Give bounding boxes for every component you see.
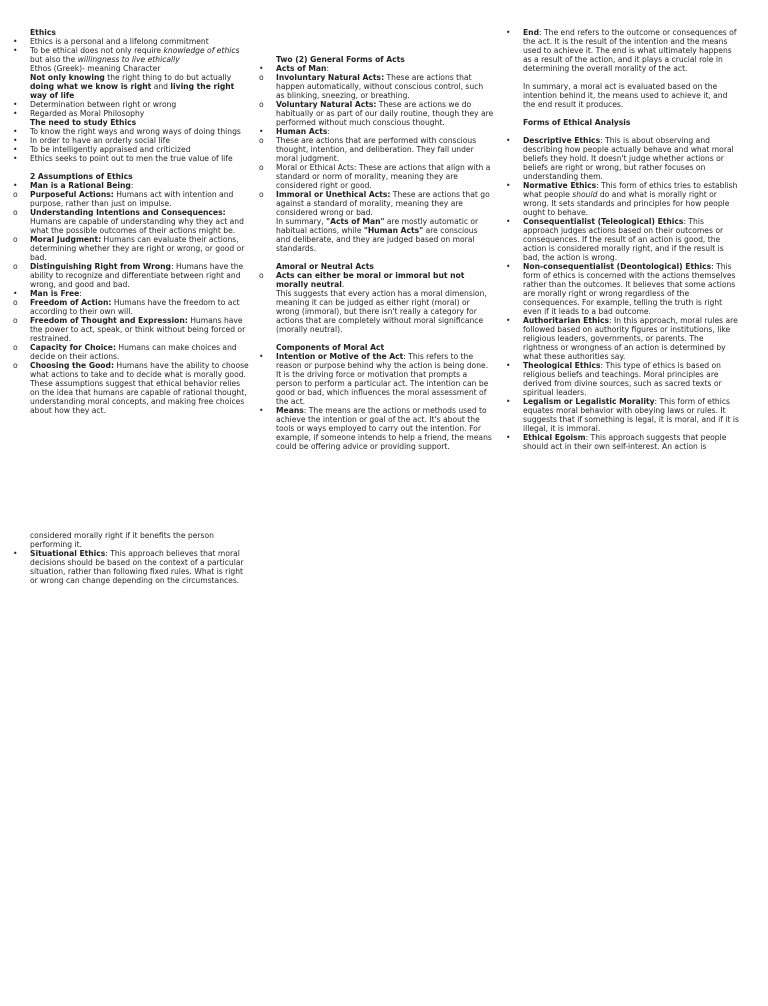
list-item (258, 100, 494, 127)
line-text: Consequentialist (Teleological) Ethics: This approach judges actions based on their outcomes or consequences. If the result of an action is good, the action is considered morally right, and if the result is bad, the action is wrong. (523, 217, 724, 262)
line-text: Understanding Intentions and Consequences: Humans are capable of understanding why they act and what the possible outcomes of their actions might be. (30, 208, 244, 235)
line-text: Freedom of Action: Humans have the freedom to act according to their own will. (30, 298, 240, 316)
line-text: Amoral or Neutral Acts (276, 262, 374, 271)
line-text: Man is a Rational Being: (30, 181, 134, 190)
bullet-marker: • (506, 181, 511, 190)
list-item (258, 190, 494, 217)
list-item (258, 73, 494, 100)
paragraph (12, 531, 250, 549)
sub-bullet-marker: o (13, 361, 18, 370)
line-text: End: The end refers to the outcome or consequences of the act. It is the result of the intention and the means used to achieve it. The end is what ultimately happens as a result of the action, and it plays a crucial role in determining the overall morality of the act. (523, 28, 737, 73)
list-item (12, 235, 250, 262)
line-text: Descriptive Ethics: This is about observing and describing how people actually behave and what moral beliefs they hold. It doesn't judge whether actions or beliefs are right or wrong, but rather focuses on understanding them. (523, 136, 734, 181)
line-text: Determination between right or wrong (30, 100, 177, 109)
spacer (505, 109, 741, 118)
paragraph (12, 379, 250, 415)
line-text: Normative Ethics: This form of ethics tries to establish what people should do and what is morally right or wrong. It sets standards and principles for how people ought to behave. (523, 181, 738, 217)
spacer (12, 163, 250, 172)
list-item (12, 145, 250, 154)
column-1-continued (12, 531, 250, 585)
list-item (12, 549, 250, 585)
line-text: Situational Ethics: This approach believes that moral decisions should be based on the context of a particular situation, rather than following fixed rules. What is right or wrong can change depending on the circumstances. (30, 549, 244, 585)
line-text: Means: The means are the actions or methods used to achieve the intention or goal of the act. It's about the tools or ways employed to carry out the intention. For example, if someone intends to help a friend, the means could be offering advice or providing support. (276, 406, 492, 451)
sub-bullet-marker: o (259, 73, 264, 82)
line-text: Immoral or Unethical Acts: These are actions that go against a standard of morality, meaning they are considered wrong or bad. (276, 190, 490, 217)
section-heading (258, 262, 494, 271)
line-text: Capacity for Choice: Humans can make choices and decide on their actions. (30, 343, 237, 361)
sub-bullet-marker: o (13, 208, 18, 217)
bullet-marker: • (13, 46, 18, 55)
line-text: These are actions that are performed with conscious thought, intention, and deliberation. They fall under moral judgment. (276, 136, 477, 163)
list-item (12, 298, 250, 316)
line-text: These assumptions suggest that ethical behavior relies on the idea that humans are capable of rational thought, understanding moral concepts, and making free choices about how they act. (30, 379, 247, 415)
section-heading (258, 55, 494, 64)
bullet-marker: • (13, 100, 18, 109)
section-heading (505, 118, 741, 127)
line-text: Voluntary Natural Acts: These are actions we do habitually or as part of our daily routine, though they are performed without much conscious thought. (276, 100, 494, 127)
sub-bullet-marker: o (13, 190, 18, 199)
bullet-marker: • (506, 433, 511, 442)
sub-bullet-marker: o (259, 163, 264, 172)
list-item (505, 433, 741, 451)
list-item (258, 136, 494, 163)
paragraph (258, 289, 494, 334)
sub-bullet-marker: o (13, 262, 18, 271)
list-item (12, 37, 250, 46)
spacer (258, 334, 494, 343)
line-text: Ethics is a personal and a lifelong commitment (30, 37, 209, 46)
sub-bullet-marker: o (259, 100, 264, 109)
column-2 (258, 55, 494, 451)
list-item (12, 136, 250, 145)
line-text: To know the right ways and wrong ways of doing things (30, 127, 241, 136)
list-item (258, 163, 494, 190)
bullet-marker: • (13, 136, 18, 145)
list-item (505, 136, 741, 181)
bullet-marker: • (13, 145, 18, 154)
sub-bullet-marker: o (13, 235, 18, 244)
line-text: Non-consequentialist (Deontological) Ethics: This form of ethics is concerned with the actions themselves rather than the outcomes. It believes that some actions are morally right or wrong regardless of the consequences. For example, telling the truth is right even if it leads to a bad outcome. (523, 262, 736, 316)
list-item (505, 217, 741, 262)
line-text: Forms of Ethical Analysis (523, 118, 631, 127)
list-item (505, 181, 741, 217)
sub-bullet-marker: o (259, 271, 264, 280)
sub-bullet-marker: o (13, 298, 18, 307)
list-item (258, 127, 494, 136)
list-item (505, 28, 741, 73)
line-text: Freedom of Thought and Expression: Humans have the power to act, speak, or think without being forced or restrained. (30, 316, 246, 343)
section-heading (12, 118, 250, 127)
paragraph (258, 217, 494, 253)
line-text: Authoritarian Ethics: In this approach, moral rules are followed based on authority figures or institutions, like religious leaders, governments, or parents. The rightness or wrongness of an action is determined by what these authorities say. (523, 316, 738, 361)
bullet-marker: • (506, 217, 511, 226)
sub-bullet-marker: o (13, 343, 18, 352)
line-text: To be ethical does not only require knowledge of ethics but also the willingness to live ethically (30, 46, 240, 64)
line-text: Not only knowing the right thing to do but actually doing what we know is right and living the right way of life (30, 73, 235, 100)
list-item (12, 190, 250, 208)
list-item (12, 154, 250, 163)
spacer (505, 73, 741, 82)
bullet-marker: • (13, 127, 18, 136)
line-text: In summary, "Acts of Man" are mostly automatic or habitual actions, while "Human Acts" are conscious and deliberate, and they are judged based on moral standards. (276, 217, 479, 253)
list-item (505, 316, 741, 361)
list-item (12, 343, 250, 361)
line-text: Intention or Motive of the Act: This refers to the reason or purpose behind why the action is being done. It is the driving force or motivation that prompts a person to perform a particular act. The intention can be good or bad, which influences the moral assessment of the act. (276, 352, 489, 406)
line-text: Regarded as Moral Philosophy (30, 109, 145, 118)
list-item (12, 361, 250, 379)
line-text: Ethics seeks to point out to men the true value of life (30, 154, 233, 163)
section-heading (12, 172, 250, 181)
bullet-marker: • (506, 316, 511, 325)
list-item (258, 406, 494, 451)
line-text: Man is Free: (30, 289, 82, 298)
line-text: To be intelligently appraised and criticized (30, 145, 191, 154)
bullet-marker: • (506, 28, 511, 37)
bullet-marker: • (259, 352, 264, 361)
line-text: Involuntary Natural Acts: These are actions that happen automatically, without conscious control, such as blinking, sneezing, or breathing. (276, 73, 484, 100)
bullet-marker: • (506, 262, 511, 271)
bullet-marker: • (13, 181, 18, 190)
line-text: This suggests that every action has a moral dimension, meaning it can be judged as either right (moral) or wrong (immoral), but there isn't really a category for actions that are completely without moral significance (morally neutral). (276, 289, 487, 334)
bullet-marker: • (506, 361, 511, 370)
line-text: Moral Judgment: Humans can evaluate their actions, determining whether they are right or wrong, or good or bad. (30, 235, 245, 262)
bullet-marker: • (259, 64, 264, 73)
line-text: Legalism or Legalistic Morality: This form of ethics equates moral behavior with obeying laws or rules. It suggests that if something is legal, it is moral, and if it is illegal, it is immoral. (523, 397, 739, 433)
column-1 (12, 28, 250, 415)
list-item (12, 289, 250, 298)
line-text: Purposeful Actions: Humans act with intention and purpose, rather than just on impulse. (30, 190, 234, 208)
section-heading (258, 343, 494, 352)
bullet-marker: • (259, 127, 264, 136)
spacer (505, 127, 741, 136)
paragraph (12, 64, 250, 73)
column-3 (505, 28, 741, 451)
bullet-marker: • (259, 406, 264, 415)
list-item (12, 316, 250, 343)
sub-bullet-marker: o (13, 316, 18, 325)
section-heading (12, 28, 250, 37)
spacer (258, 253, 494, 262)
bullet-marker: • (13, 109, 18, 118)
list-item (12, 46, 250, 64)
paragraph (505, 82, 741, 109)
list-item (12, 262, 250, 289)
list-item (505, 361, 741, 397)
sub-bullet-marker: o (259, 190, 264, 199)
list-item (12, 100, 250, 109)
list-item (12, 181, 250, 190)
line-text: considered morally right if it benefits the person performing it. (30, 531, 214, 549)
line-text: Two (2) General Forms of Acts (276, 55, 405, 64)
list-item (12, 208, 250, 235)
line-text: Ethos (Greek)- meaning Character (30, 64, 161, 73)
sub-bullet-marker: o (259, 136, 264, 145)
line-text: Distinguishing Right from Wrong: Humans have the ability to recognize and differentiate between right and wrong, and good and bad. (30, 262, 244, 289)
bullet-marker: • (13, 549, 18, 558)
list-item (258, 352, 494, 406)
line-text: Choosing the Good: Humans have the ability to choose what actions to take and to decide what is morally good. (30, 361, 249, 379)
line-text: Ethics (30, 28, 56, 37)
list-item (12, 127, 250, 136)
bullet-marker: • (13, 154, 18, 163)
line-text: Components of Moral Act (276, 343, 385, 352)
line-text: In summary, a moral act is evaluated based on the intention behind it, the means used to achieve it, and the end result it produces. (523, 82, 728, 109)
bullet-marker: • (13, 37, 18, 46)
bullet-marker: • (13, 289, 18, 298)
line-text: Theological Ethics: This type of ethics is based on religious beliefs and teachings. Moral principles are derived from divine sources, such as sacred texts or spiritual leaders. (523, 361, 722, 397)
list-item (258, 64, 494, 73)
list-item (12, 109, 250, 118)
list-item (258, 271, 494, 289)
line-text: Acts of Man: (276, 64, 329, 73)
line-text: 2 Assumptions of Ethics (30, 172, 133, 181)
line-text: Moral or Ethical Acts: These are actions that align with a standard or norm of morality, meaning they are considered right or good. (276, 163, 491, 190)
line-text: The need to study Ethics (30, 118, 137, 127)
list-item (505, 262, 741, 316)
list-item (505, 397, 741, 433)
line-text: In order to have an orderly social life (30, 136, 170, 145)
line-text: Human Acts: (276, 127, 330, 136)
line-text: Acts can either be moral or immoral but not morally neutral. (276, 271, 465, 289)
bullet-marker: • (506, 397, 511, 406)
bullet-marker: • (506, 136, 511, 145)
paragraph (12, 73, 250, 100)
line-text: Ethical Egoism: This approach suggests that people should act in their own self-interest. An action is (523, 433, 727, 451)
